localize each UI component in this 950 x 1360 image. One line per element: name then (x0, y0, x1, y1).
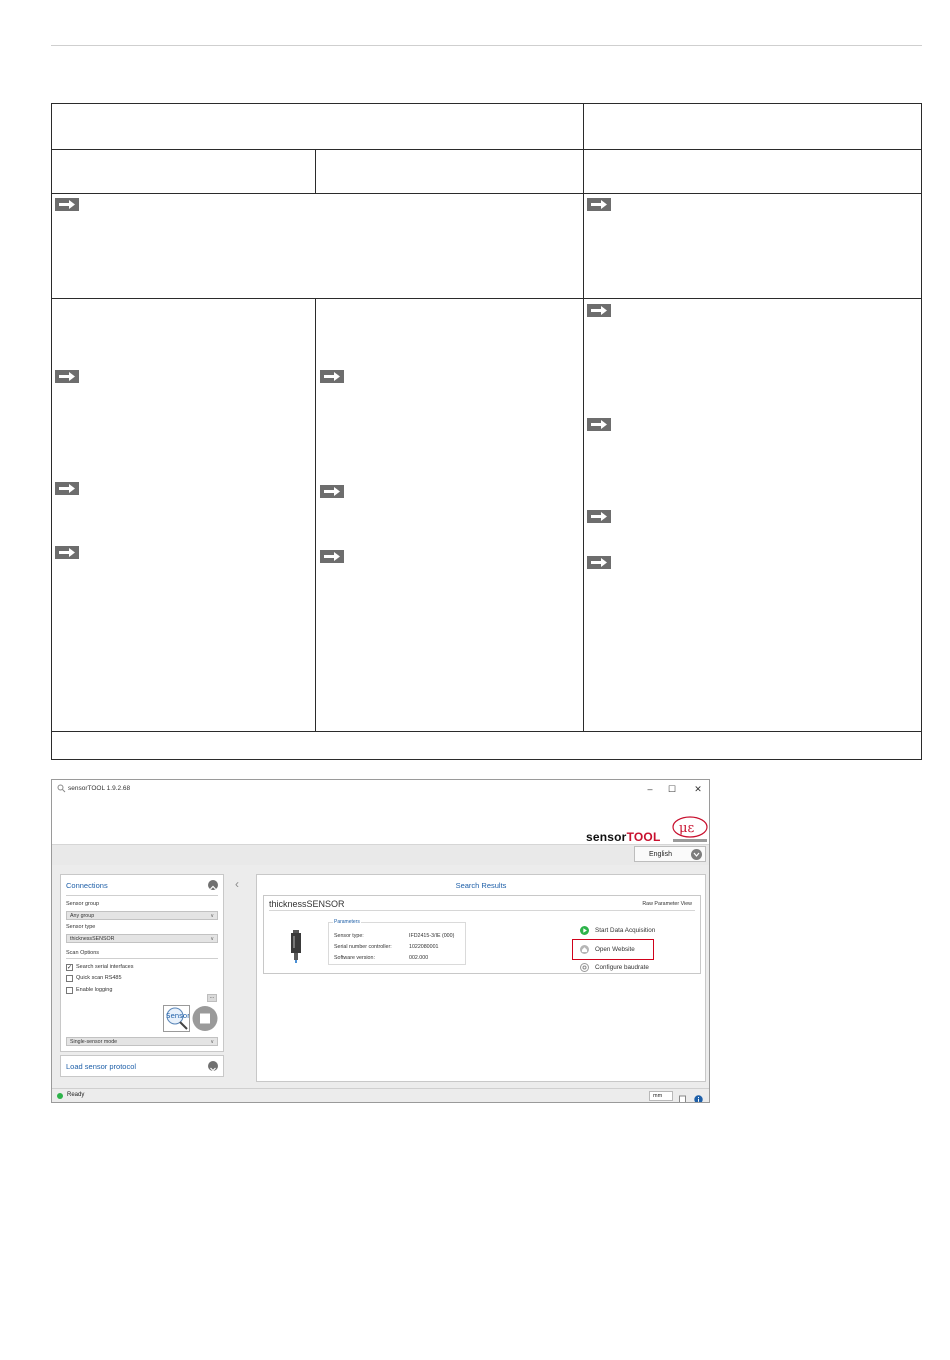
table-rule (52, 149, 921, 150)
language-value: English (649, 851, 672, 858)
title-bar (52, 780, 709, 798)
table-divider (315, 298, 316, 731)
table-rule (52, 731, 921, 732)
arrow-right-icon (587, 510, 611, 523)
arrow-right-icon (320, 550, 344, 563)
card-divider (269, 910, 695, 911)
stop-button[interactable] (192, 1005, 218, 1032)
parameters-header: Parameters (334, 919, 360, 925)
arrow-right-icon (587, 304, 611, 317)
table-rule (52, 298, 921, 299)
language-select[interactable] (634, 846, 706, 862)
logging-browse-button[interactable]: ... (207, 994, 217, 1002)
sensor-group-select[interactable]: Any group ∨ (66, 911, 218, 920)
search-results-panel (256, 874, 706, 1082)
minimize-button[interactable]: – (647, 784, 653, 794)
chevron-down-icon[interactable] (208, 1061, 218, 1071)
param-key: Software version: (334, 955, 375, 961)
chevron-up-icon[interactable] (208, 880, 218, 890)
param-value: IFD2415-3/IE (000) (409, 933, 455, 939)
document-icon[interactable] (678, 1091, 687, 1100)
gear-icon (580, 963, 589, 972)
connections-header[interactable]: Connections (66, 881, 108, 890)
highlight-frame (572, 939, 654, 960)
quick-scan-checkbox[interactable] (66, 975, 73, 982)
param-value: 002.000 (409, 955, 429, 961)
arrow-right-icon (587, 418, 611, 431)
panel-divider (66, 958, 218, 959)
arrow-right-icon (587, 198, 611, 211)
parameters-group (328, 919, 466, 965)
sensor-group-label: Sensor group (66, 901, 100, 907)
info-icon[interactable] (694, 1091, 703, 1100)
enable-logging-label: Enable logging (76, 987, 113, 993)
sensor-name: thicknessSENSOR (269, 899, 345, 909)
arrow-right-icon (55, 482, 79, 495)
arrow-right-icon (320, 370, 344, 383)
caret-down-icon: ∨ (210, 913, 214, 919)
param-value: 1022080001 (409, 944, 439, 950)
sensor-result-card: thicknessSENSOR Raw Parameter View Parameters Sensor type: IFD2415-3/IE (000) Serial number controller: 1022080001 Software version: 002.000 Start Data Acquisition Open Website Configure baudrate (263, 895, 701, 974)
document-table (51, 103, 922, 760)
sensor-type-label: Sensor type (66, 924, 96, 930)
table-rule (52, 193, 921, 194)
maximize-button[interactable]: ☐ (667, 784, 677, 794)
arrow-right-icon (55, 546, 79, 559)
sensor-image (290, 930, 302, 969)
search-serial-label: Search serial interfaces (76, 964, 134, 970)
arrow-right-icon (587, 556, 611, 569)
caret-down-icon: ∨ (210, 1039, 214, 1045)
sensor-search-button[interactable] (163, 1005, 190, 1032)
chevron-down-icon (691, 849, 702, 860)
status-text: Ready (67, 1092, 85, 1098)
arrow-right-icon (55, 370, 79, 383)
svg-text:με: με (679, 821, 695, 836)
sensortool-window (51, 779, 710, 1103)
scan-options-label: Scan Options (66, 950, 100, 956)
table-divider (583, 104, 584, 731)
play-icon (580, 926, 589, 935)
arrow-right-icon (320, 485, 344, 498)
close-button[interactable]: ✕ (694, 784, 702, 794)
unit-select[interactable]: mm (649, 1091, 673, 1101)
magnifier-icon (57, 784, 66, 795)
search-results-title: Search Results (455, 881, 507, 890)
page-top-rule (51, 45, 922, 46)
panel-divider (66, 895, 218, 896)
sensor-type-select[interactable]: thicknessSENSOR ∨ (66, 934, 218, 943)
main-area (52, 865, 709, 1088)
search-serial-checkbox[interactable]: ✓ (67, 965, 73, 971)
caret-down-icon: ∨ (210, 936, 214, 942)
status-indicator (57, 1093, 63, 1099)
enable-logging-checkbox[interactable] (66, 987, 73, 994)
status-bar (52, 1088, 709, 1103)
param-key: Sensor type: (334, 933, 364, 939)
sensortool-logo: sensorTOOL (586, 830, 661, 844)
load-protocol-header[interactable]: Load sensor protocol (66, 1062, 137, 1071)
sensor-mode-select[interactable]: Single-sensor mode ∨ (66, 1037, 218, 1046)
raw-parameter-view-link[interactable]: Raw Parameter View (642, 901, 692, 907)
sensor-button-text: Sensor (166, 1012, 189, 1020)
quick-scan-label: Quick scan RS485 (76, 975, 122, 981)
param-key: Serial number controller: (334, 944, 392, 950)
window-title: sensorTOOL 1.9.2.68 (68, 785, 131, 792)
arrow-right-icon (55, 198, 79, 211)
collapse-panel-icon[interactable]: ‹ (235, 877, 239, 891)
load-protocol-panel[interactable] (60, 1055, 224, 1077)
connections-panel (60, 874, 224, 1052)
table-divider (315, 149, 316, 194)
toolbar-strip (52, 844, 709, 866)
